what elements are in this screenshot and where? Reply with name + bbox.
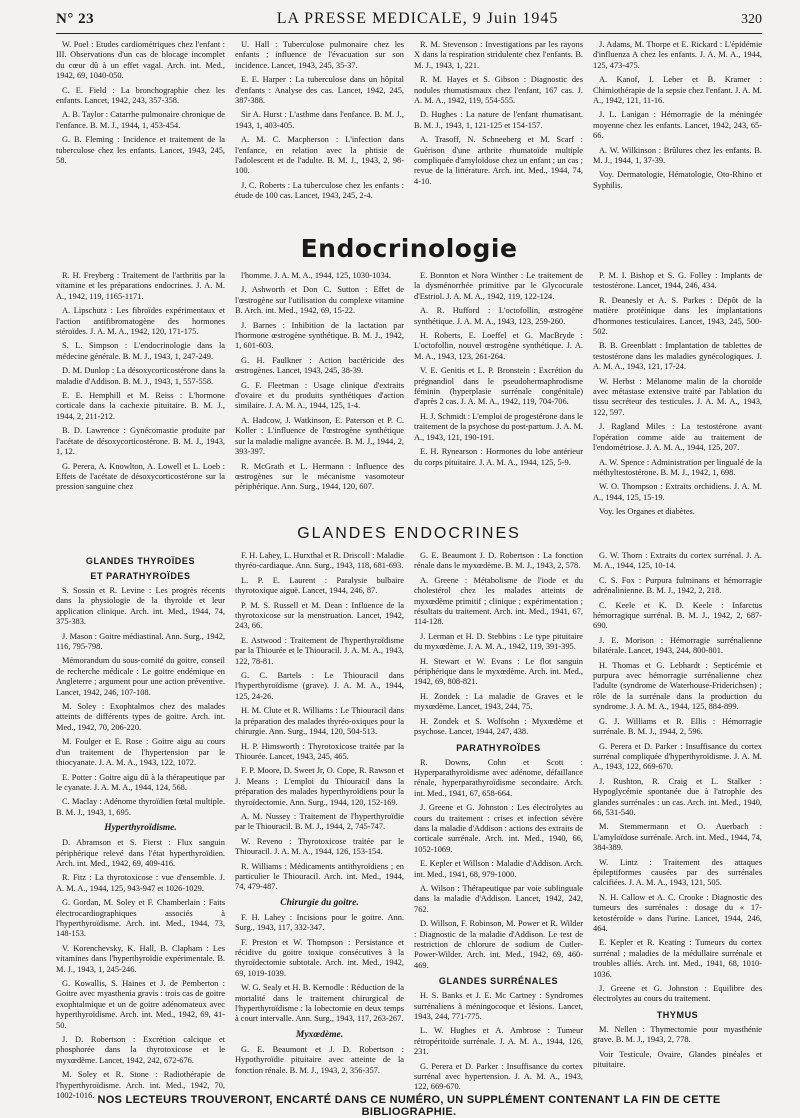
bibliography-entry: H. Zondek : La maladie de Graves et le myxœdème. Lancet, 1943, 244, 75. [414,691,583,712]
bibliography-entry: W. O. Thompson : Extraits orchidiens. J. A. M. A., 1944, 125, 15-19. [593,482,762,502]
bibliography-entry: H. J. Schmidt : L'emploi de progestérone dans le traitement de la psychose du post-partum. J. A. M. A., 1943, 121, 190-191. [414,411,583,442]
subheading-thyroides: GLANDES THYROÏDES [85,556,196,566]
journal-title: LA PRESSE MEDICALE, 9 Juin 1945 [276,10,559,27]
bibliography-entry: J. Ashworth et Don C. Sutton : Effet de l'œstrogène sur l'utilisation du complexe vitamine B. Arch. int. Med., 1942, 69, 15-22. [235,285,404,316]
bibliography-entry: A. Trasoff, N. Schneeberg et M. Scarf : Guérison d'une arthrite rhumatoïde multiple compliquée d'amyloïdose chez un enfant ; un cas ; revue de la littérature. Arch. int. Med., 1944, 74, 4-10. [414,135,583,186]
subheading-parathyroides-2: PARATHYROÏDES [456,742,541,753]
bibliography-entry: Voy. Dermatologie, Hématologie, Oto-Rhino et Syphilis. [593,170,762,190]
bibliography-entry: E. Bonnton et Nora Winther : Le traitement de la dysménorrhée primitive par le Glycocurale d'Estriol. J. A. M. A., 1942, 119, 122-124. [414,271,583,301]
bibliography-entry: A. M. C. Macpherson : L'infection dans l'enfance, en relation avec la phtisie de l'adolescent et de l'adulte. B. M. J., 1943, 2, 98-100. [235,135,404,176]
section-heading-glandes-endocrines: GLANDES ENDOCRINES [297,525,521,542]
bibliography-entry: F. Preston et W. Thompson : Persistance et récidive du goitre toxique consécutives à la thyroïdectomie subtotale. Arch. int. Med., 1942, 69, 1019-1039. [235,937,404,978]
bibliography-entry: D. M. Dunlop : La désoxycorticostérone dans la maladie d'Addison. B. M. J., 1943, 1, 557-558. [56,366,225,386]
bibliography-entry: G. E. Beaumont et J. D. Robertson : Hypothyroïdie pituitaire avec atteinte de la fonction rénale. B. M. J., 1943, 2, 356-357. [235,1044,404,1075]
bibliography-entry: G. F. Fleetman : Usage clinique d'extraits d'ovaire et du produits synthétiques d'action similaire. J. A. M. A., 1944, 125, 1-4. [235,380,404,411]
bibliography-entry: l'homme. J. A. M. A., 1944, 125, 1030-1034. [241,271,391,280]
bibliography-entry: H. S. Banks et J. E. Mc Cartney : Syndromes surrénaliens à méningocoque et lésions. Lancet, 1943, 244, 771-775. [414,991,583,1022]
glandes-column-4 [593,551,762,1105]
bibliography-entry: C. Keele et K. D. Keele : Infarctus hémorragique surrénal. B. M. J., 1942, 2, 687-690. [593,600,762,631]
bibliography-entry: A. W. Wilkinson : Brûlures chez les enfants. B. M. J., 1944, 1, 37-39. [593,145,762,166]
bibliography-entry: D. Abramson et S. Fierst : Flux sanguin périphérique relevé dans l'état hyperthyroïdien. Arch. int. Med., 1942, 69, 409-416. [56,838,225,868]
endo-block-column-3 [414,271,583,522]
endo-block-column-4 [593,271,762,522]
bibliography-entry: G. C. Bartels : Le Thiouracil dans l'hyperthyroïdisme (grave). J. A. M. A., 1944, 125, 24-26. [235,671,404,701]
bibliography-entry: J. Barnes : Inhibition de la lactation par l'hormone œstrogène synthétique. B. M. J., 1942, 1, 601-603. [235,320,404,351]
bibliography-entry: H. P. Himsworth : Thyrotoxicose traitée par la Thiourée. Lancet, 1943, 245, 465. [235,741,404,761]
bibliography-entry: E. E. Harper : La tuberculose dans un hôpital d'enfants : Analyse des cas. Lancet, 1942, 245, 387-388. [235,75,404,106]
subheading-thymus: THYMUS [656,1009,699,1020]
bibliography-entry: P. M. S. Russell et M. Dean : Influence de la thyrotoxicose sur la menstruation. Lancet, 1942, 243, 66. [235,600,404,631]
bibliography-entry: J. Ragland Miles : La testostérone avant l'opération comme aide au traitement de l'endométriose. J. A. M. A., 1944, 125, 207. [593,422,762,453]
bibliography-entry: H. Roberts, E. Loeffel et G. MacBryde : L'octofollin, nouvel œstrogène synthétique. J. A. M. A., 1943, 123, 261-264. [414,331,583,361]
subheading-hyperthyroidisme: Hyperthyroïdisme. [104,823,177,834]
bibliography-entry: A. R. Hufford : L'octofollin, œstrogène synthétique. J. A. M. A., 1943, 123, 259-260. [414,306,583,326]
bibliography-entry: A. B. Taylor : Catarrhe pulmonaire chronique de l'enfance. B. M. J., 1944, 1, 453-454. [56,110,225,130]
bibliography-entry: A. Lipschutz : Les fibroïdes expérimentaux et l'action antifibromatogène des hormones stéroïdes. J. A. M. A., 1942, 120, 171-175. [56,306,225,337]
subheading-chirurgie-goitre: Chirurgie du goitre. [280,897,359,908]
bibliography-entry: E. Kepler et R. Keating : Tumeurs du cortex surrénal ; maladies de la médullaire surrénale et troubles alliés. Arch. int. Med., 1941, 68, 1010-1036. [593,938,762,979]
bibliography-entry: J. D. Robertson : Excrétion calcique et phosphorée dans la thyrotoxicose et le myxœdème. Lancet, 1942, 242, 672-676. [56,1035,225,1065]
running-head [56,10,762,34]
top-block-column-1 [56,40,225,228]
endo-block-column-1 [56,271,225,522]
bibliography-entry: J. Rushton, R. Craig et L. Stalker : Hypoglycémie spontanée due à l'atrophie des glandes surrénales : un cas. Arch. int. Med., 1940, 66, 531-540. [593,776,762,817]
bibliography-entry: G. Perera et D. Parker : Insuffisance du cortex surrénal compliquée d'hyperthyroïdisme. J. A. M. A., 1943, 122, 669-670. [593,741,762,772]
bibliography-entry: A. W. Spence : Administration per lingualé de la méthyltestostérone. B. M. J., 1942, 1, 698. [593,457,762,477]
bibliography-entry: R. Downs, Cohn et Scott : Hyperparathyroïdisme avec adénome, défaillance rénale, hyperparathyroïdisme secondaire. Arch. int. Med., 1941, 67, 658-664. [414,757,583,798]
bibliography-entry: D. Willson, F. Robinson, M. Power et R. Wilder : Diagnostic de la maladie d'Addison. Le test de restriction de chlorure de sodium de Cutler-Power-Wilder. Arch. int. Med., 1942, 69, 460-469. [414,919,583,970]
bibliography-entry: E. Kepler et Willson : Maladie d'Addison. Arch. int. Med., 1941, 68, 979-1000. [414,859,583,879]
issue-number: N° 23 [56,11,95,27]
bibliography-entry: V. E. Genitis et L. P. Bronstein : Excrétion du prégnandiol dans le pseudohermaphrodisme féminin (hyperplasie surrénale congénitale) d'après 2 cas. J. A. M. A., 1942, 119, 704-706. [414,366,583,407]
bibliography-entry: H. Stewart et W. Evans : Le flot sanguin périphérique dans le myxœdème. Arch. int. Med., 1942, 69, 808-821. [414,656,583,687]
bibliography-entry: C. Maclay : Adénome thyroïdien fœtal multiple. B. M. J., 1943, 1, 695. [56,797,225,817]
bibliography-entry: L. W. Hughes et A. Ambrose : Tumeur rétropéritoïde surrénale. J. A. M. A., 1944, 126, 231. [414,1026,583,1057]
bibliography-entry: G. H. Faulkner : Action bactéricide des œstrogènes. Lancet, 1943, 245, 38-39. [235,355,404,376]
bibliography-entry: J. L. Lanigan : Hémorragie de la méningée moyenne chez les enfants. Lancet, 1942, 243, 65-66. [593,110,762,141]
bibliography-entry: A. Greene : Métabolisme de l'iode et du cholestérol chez les malades atteints de myxœdème primitif ; clinique ; expérimentation ; résultats du traitement. Arch. int. Med., 1941, 67, 114-128. [414,575,583,627]
bibliography-entry: B. D. Lawrence : Gynécomastie produite par l'acétate de désoxycorticostérone. B. M. J., 1943, 1, 12. [56,426,225,457]
bibliography-entry: B. B. Greenblatt : Implantation de tablettes de testostérone dans les maladies gynécologiques. J. A. M. A., 1943, 121, 17-24. [593,341,762,372]
bibliography-entry: W. Reveno : Thyrotoxicose traitée par le Thiouracil. J. A. M. A., 1944, 126, 153-154. [235,836,404,857]
bibliography-entry: F. P. Moore, D. Sweet Jr, O. Cope, R. Rawson et J. Means : L'emploi du Thiouracil dans la préparation des malades hyperthyroïdiens pour la thyroïdectomie. Ann. Surg., 1944, 120, 152-169. [235,766,404,807]
bibliography-entry: W. G. Sealy et H. B. Kernodle : Réduction de la mortalité dans le traitement chirurgical de l'hyperthyroïdisme : la lobectomie en deux temps à court intervalle. Ann. Surg., 1943, 117, 263-267. [235,983,404,1024]
bibliography-entry: G. Gordan, M. Soley et F. Chamberlain : Faits électrocardiographiques associés à l'hyperthyroïdisme. Arch. int. Med., 1944, 73, 148-153. [56,898,225,939]
bibliography-entry: P. M. I. Bishop et S. G. Folley : Implants de testostérone. Lancet, 1944, 246, 434. [593,271,762,291]
bibliography-entry: S. Sossin et R. Levine : Les progrès récents dans la physiologie de la thyroïde et leur application clinique. Arch. int. Med., 1944, 74, 375-383. [56,586,225,627]
bibliography-entry: U. Hall : Tuberculose pulmonaire chez les enfants ; influence de l'évacuation sur son incidence. Lancet, 1943, 245, 35-37. [235,40,404,70]
bibliography-entry: W. Herbst : Mélanome malin de la choroïde avec métastase extensive traité par l'ablation du tissu secréteur des testicules. J. A. M. A., 1943, 122, 597. [593,376,762,417]
bibliography-entry: L. P. E. Laurent : Paralysie bulbaire thyrotoxique aiguë. Lancet, 1944, 246, 87. [235,575,404,596]
bibliography-entry: R. Fitz : La thyrotoxicose : vue d'ensemble. J. A. M. A., 1944, 125, 943-947 et 1026-1029. [56,873,225,893]
bibliography-entry: J. Mason : Goitre médiastinal. Ann. Surg., 1942, 116, 795-798. [56,631,225,652]
bibliography-entry: G. Perera, A. Knowlton, A. Lowell et L. Loeb : Effets de l'acétate de désoxycorticostérone sur la pression sanguine chez [56,461,225,492]
bibliography-entry: R. Williams : Médicaments antithyroïdiens ; en particulier le Thiouracil. Arch. int. Med., 1944, 74, 479-487. [235,861,404,892]
subheading-parathyroides: ET PARATHYROÏDES [90,571,191,581]
page-number: 320 [741,12,762,27]
bibliography-entry: E. Astwood : Traitement de l'hyperthyroïdisme par la Thiourée et le Thiouracil. J. A. M. A., 1943, 122, 78-81. [235,635,404,666]
bibliography-entry: Mémorandum du sous-comité du goitre, conseil de recherche médicale : Le goitre endémique en Angleterre ; argument pour une action préventive. Lancet, 1942, 246, 107-108. [56,656,225,697]
bibliography-entry: M. Soley : Exophtalmos chez des malades atteints de différents types de goitre. Arch. int. Med., 1942, 70, 206-220. [56,702,225,732]
bibliography-entry: E. H. Rynearson : Hormones du lobe antérieur du corps pituitaire. J. A. M. A., 1944, 125, 5-9. [414,447,583,467]
bibliography-entry: J. Lerman et H. D. Stebbins : Le type pituitaire du myxœdème. J. A. M. A., 1942, 119, 391-395. [414,631,583,652]
bibliography-entry: F. H. Lahey, L. Hurxthal et R. Driscoll : Maladie thyréo-cardiaque. Ann. Surg., 1943, 118, 681-693. [235,551,404,571]
bibliography-entry: J. Adams, M. Thorpe et E. Rickard : L'épidémie d'influenza A chez les enfants. J. A. M. A., 1944, 125, 473-475. [593,40,762,70]
bibliography-entry: J. Greene et G. Johnston : Equilibre des électrolytes au cours du traitement. [593,984,762,1004]
bibliography-entry: J. C. Roberts : La tuberculose chez les enfants : étude de 100 cas. Lancet, 1943, 245, 2-4. [235,180,404,201]
top-bibliography-block [56,40,762,228]
bibliography-entry: W. Lintz : Traitement des attaques épileptiformes causées par des surrénales calcifiées. J. A. M. A., 1943, 121, 505. [593,857,762,888]
bibliography-entry: C. S. Fox : Purpura fulminans et hémorragie adrénalinienne. B. M. J., 1942, 2, 218. [593,575,762,596]
bibliography-entry: G. Perera et D. Parker : Insuffisance du cortex surrénal avec hypertension. J. A. M. A., 1943, 122, 669-670. [414,1061,583,1092]
bibliography-entry: R. McGrath et L. Hermann : Influence des œstrogènes sur le mécanisme vasomoteur périphérique. Ann. Surg., 1944, 120, 607. [235,461,404,492]
bibliography-entry: Voy. les Organes et diabètes. [599,507,695,517]
top-block-column-4 [593,40,762,228]
bibliography-entry: R. Deanesly et A. S. Parkes : Dépôt de la matière protéinique dans les implantations d'hormones testiculaires. Lancet, 1943, 245, 500-502. [593,295,762,337]
bibliography-entry: W. Poel : Etudes cardiométriques chez l'enfant : III. Observations d'un cas de blocage incomplet du cœur dû à un effet vagal. Arch. int. Med., 1942, 69, 1040-050. [56,40,225,81]
glandes-column-1 [56,551,225,1105]
bibliography-entry: E. Potter : Goitre aigu dû à la thérapeutique par le cyanate. J. A. M. A., 1944, 124, 568. [56,772,225,792]
bibliography-entry: R. H. Freyberg : Traitement de l'arthritis par la vitamine et les préparations endocrines. J. A. M. A., 1942, 119, 1165-1171. [56,271,225,301]
bibliography-entry: A. Kanof, I. Leber et B. Kramer : Chimiothérapie de la sepsie chez l'enfant. J. A. M. A., 1942, 121, 11-16. [593,75,762,106]
glandes-column-3 [414,551,583,1105]
bibliography-entry: A. M. Nussey : Traitement de l'hyperthyroïdie par le Thiouracil. B. M. J., 1944, 2, 745-747. [235,811,404,832]
top-block-column-3 [414,40,583,228]
bibliography-entry: J. E. Morison : Hémorragie surrénalienne bilatérale. Lancet, 1943, 244, 800-801. [593,635,762,656]
bibliography-entry: N. H. Callow et A. C. Crooke : Diagnostic des tumeurs des surrénales : dosage du « 17-ketostéroïde » dans l'urine. Lancet, 1944, 246, 464. [593,892,762,933]
bibliography-entry: F. H. Lahey : Incisions pour le goitre. Ann. Surg., 1943, 117, 332-347. [235,912,404,933]
subheading-glandes-surrenales: GLANDES SURRÉNALES [438,976,559,987]
top-block-column-2 [235,40,404,228]
section-heading-endocrinologie [56,228,762,271]
bibliography-entry: A. Hadcow, J. Watkinson, E. Paterson et P. C. Koller : L'influence de l'œstrogène synthétique sur la maladie maligne avancée. B. M. J., 1944, 2, 393-397. [235,415,404,457]
subheading-myxoedeme: Myxœdème. [295,1029,344,1040]
bibliography-entry: E. E. Hemphill et M. Reiss : L'hormone corticale dans la cachexie pituitaire. B. M. J., 1944, 2, 211-212. [56,391,225,421]
supplement-notice: NOS LECTEURS TROUVERONT, ENCARTÉ DANS CE NUMÉRO, UN SUPPLÉMENT CONTENANT LA FIN DE CETTE BIBLIOGRAPHIE. [97,1094,721,1118]
bibliography-entry: D. Hughes : La nature de l'enfant rhumatisant. B. M. J., 1943, 1, 121-125 et 154-157. [414,110,583,130]
bibliography-entry: G. Kowallis, S. Haines et J. de Pemberton : Goitre avec myasthenia gravis : trois cas de goitre exophtalmique et un de goitre adénomateux avec hyperthyroïdisme. Arch. int. Med., 1942, 69, 41-50. [56,979,225,1030]
bibliography-entry: A. Wilson : Thérapeutique par voie sublinguale dans la maladie d'Addison. Lancet, 1942, 242, 762. [414,883,583,914]
endo-block-column-2 [235,271,404,522]
bibliography-entry: H. Thomas et G. Lebhardt : Septicémie et purpura avec hémorragie surrénalienne chez l'adulte (syndrome de Waterhouse-Friderichsen) ; rôle de la surrénale dans la production du syndrome. J. A. M. A., 1944, 125, 884-899. [593,660,762,712]
bibliography-entry: G. J. Williams et R. Ellis : Hémorragie surrénale. B. M. J., 1944, 2, 596. [593,716,762,737]
bibliography-entry: R. M. Stevenson : Investigations par les rayons X dans la respiration stridulente chez l'enfants. B. M. J., 1943, 1, 221. [414,40,583,70]
endocrinologie-block [56,271,762,521]
bibliography-entry: M. Soley et R. Stone : Radiothérapie de l'hyperthyroïdisme. Arch. int. Med., 1942, 70, 1002-1016. [56,1070,225,1101]
bibliography-entry: Sir A. Hurst : L'asthme dans l'enfance. B. M. J., 1943, 1, 403-405. [235,110,404,130]
glandes-block [56,551,762,1101]
bibliography-entry: M. Stemmermann et O. Auerbach : L'amyloïdose surrénale. Arch. int. Med., 1944, 74, 384-389. [593,822,762,853]
bibliography-entry: R. M. Hayes et S. Gibson : Diagnostic des nodules rhumatismaux chez l'enfant, 167 cas. J. A. M. A., 1942, 119, 554-555. [414,75,583,106]
bibliography-entry: C. E. Field : La bronchographie chez les enfants. Lancet, 1942, 243, 357-358. [56,85,225,106]
section-title: Endocrinologie [300,234,518,263]
bibliography-entry: J. Greene et G. Johnston : Les électrolytes au cours du traitement : crises et infection sévère dans la maladie d'Addison : actions des extraits de corticale surrénale. Arch. int. Med., 1940, 66, 1052-1069. [414,803,583,854]
glandes-column-2 [235,551,404,1105]
bibliography-entry: M. Foulger et E. Rose : Goitre aigu au cours d'un traitement de l'hypertension par le thiocyanate. J. A. M. A., 1943, 122, 1072. [56,737,225,768]
bibliography-entry: G. W. Thorn : Extraits du cortex surrénal. J. A. M. A., 1944, 125, 10-14. [593,551,762,571]
bibliography-entry: H. M. Clute et R. Williams : Le Thiouracil dans la préparation des malades thyréo-oxiques pour la chirurgie. Ann. Surg., 1944, 120, 504-513. [235,706,404,737]
bibliography-entry: H. Zondek et S. Wolfsohn : Myxœdème et psychose. Lancet, 1944, 247, 438. [414,716,583,737]
bibliography-entry: G. E. Beaumont J. D. Robertson : La fonction rénale dans le myxœdème. B. M. J., 1943, 2, 578. [414,551,583,571]
bibliography-entry: G. B. Fleming : Incidence et traitement de la tuberculose chez les enfants. Lancet, 1943, 245, 58. [56,135,225,166]
bibliography-entry: M. Nellen : Thymectomie pour myasthénie grave. B. M. J., 1943, 2, 778. [593,1024,762,1045]
bibliography-entry: V. Korenchevsky, K. Hall, B. Clapham : Les vitamines dans l'hyperthyroïdie expérimentale. B. M. J., 1943, 1, 245-246. [56,943,225,974]
bibliography-entry: Voir Testicule, Ovaire, Glandes pinéales et pituitaire. [593,1049,762,1070]
bibliography-entry: S. L. Simpson : L'endocrinologie dans la médecine générale. B. M. J., 1943, 1, 247-249. [56,341,225,361]
